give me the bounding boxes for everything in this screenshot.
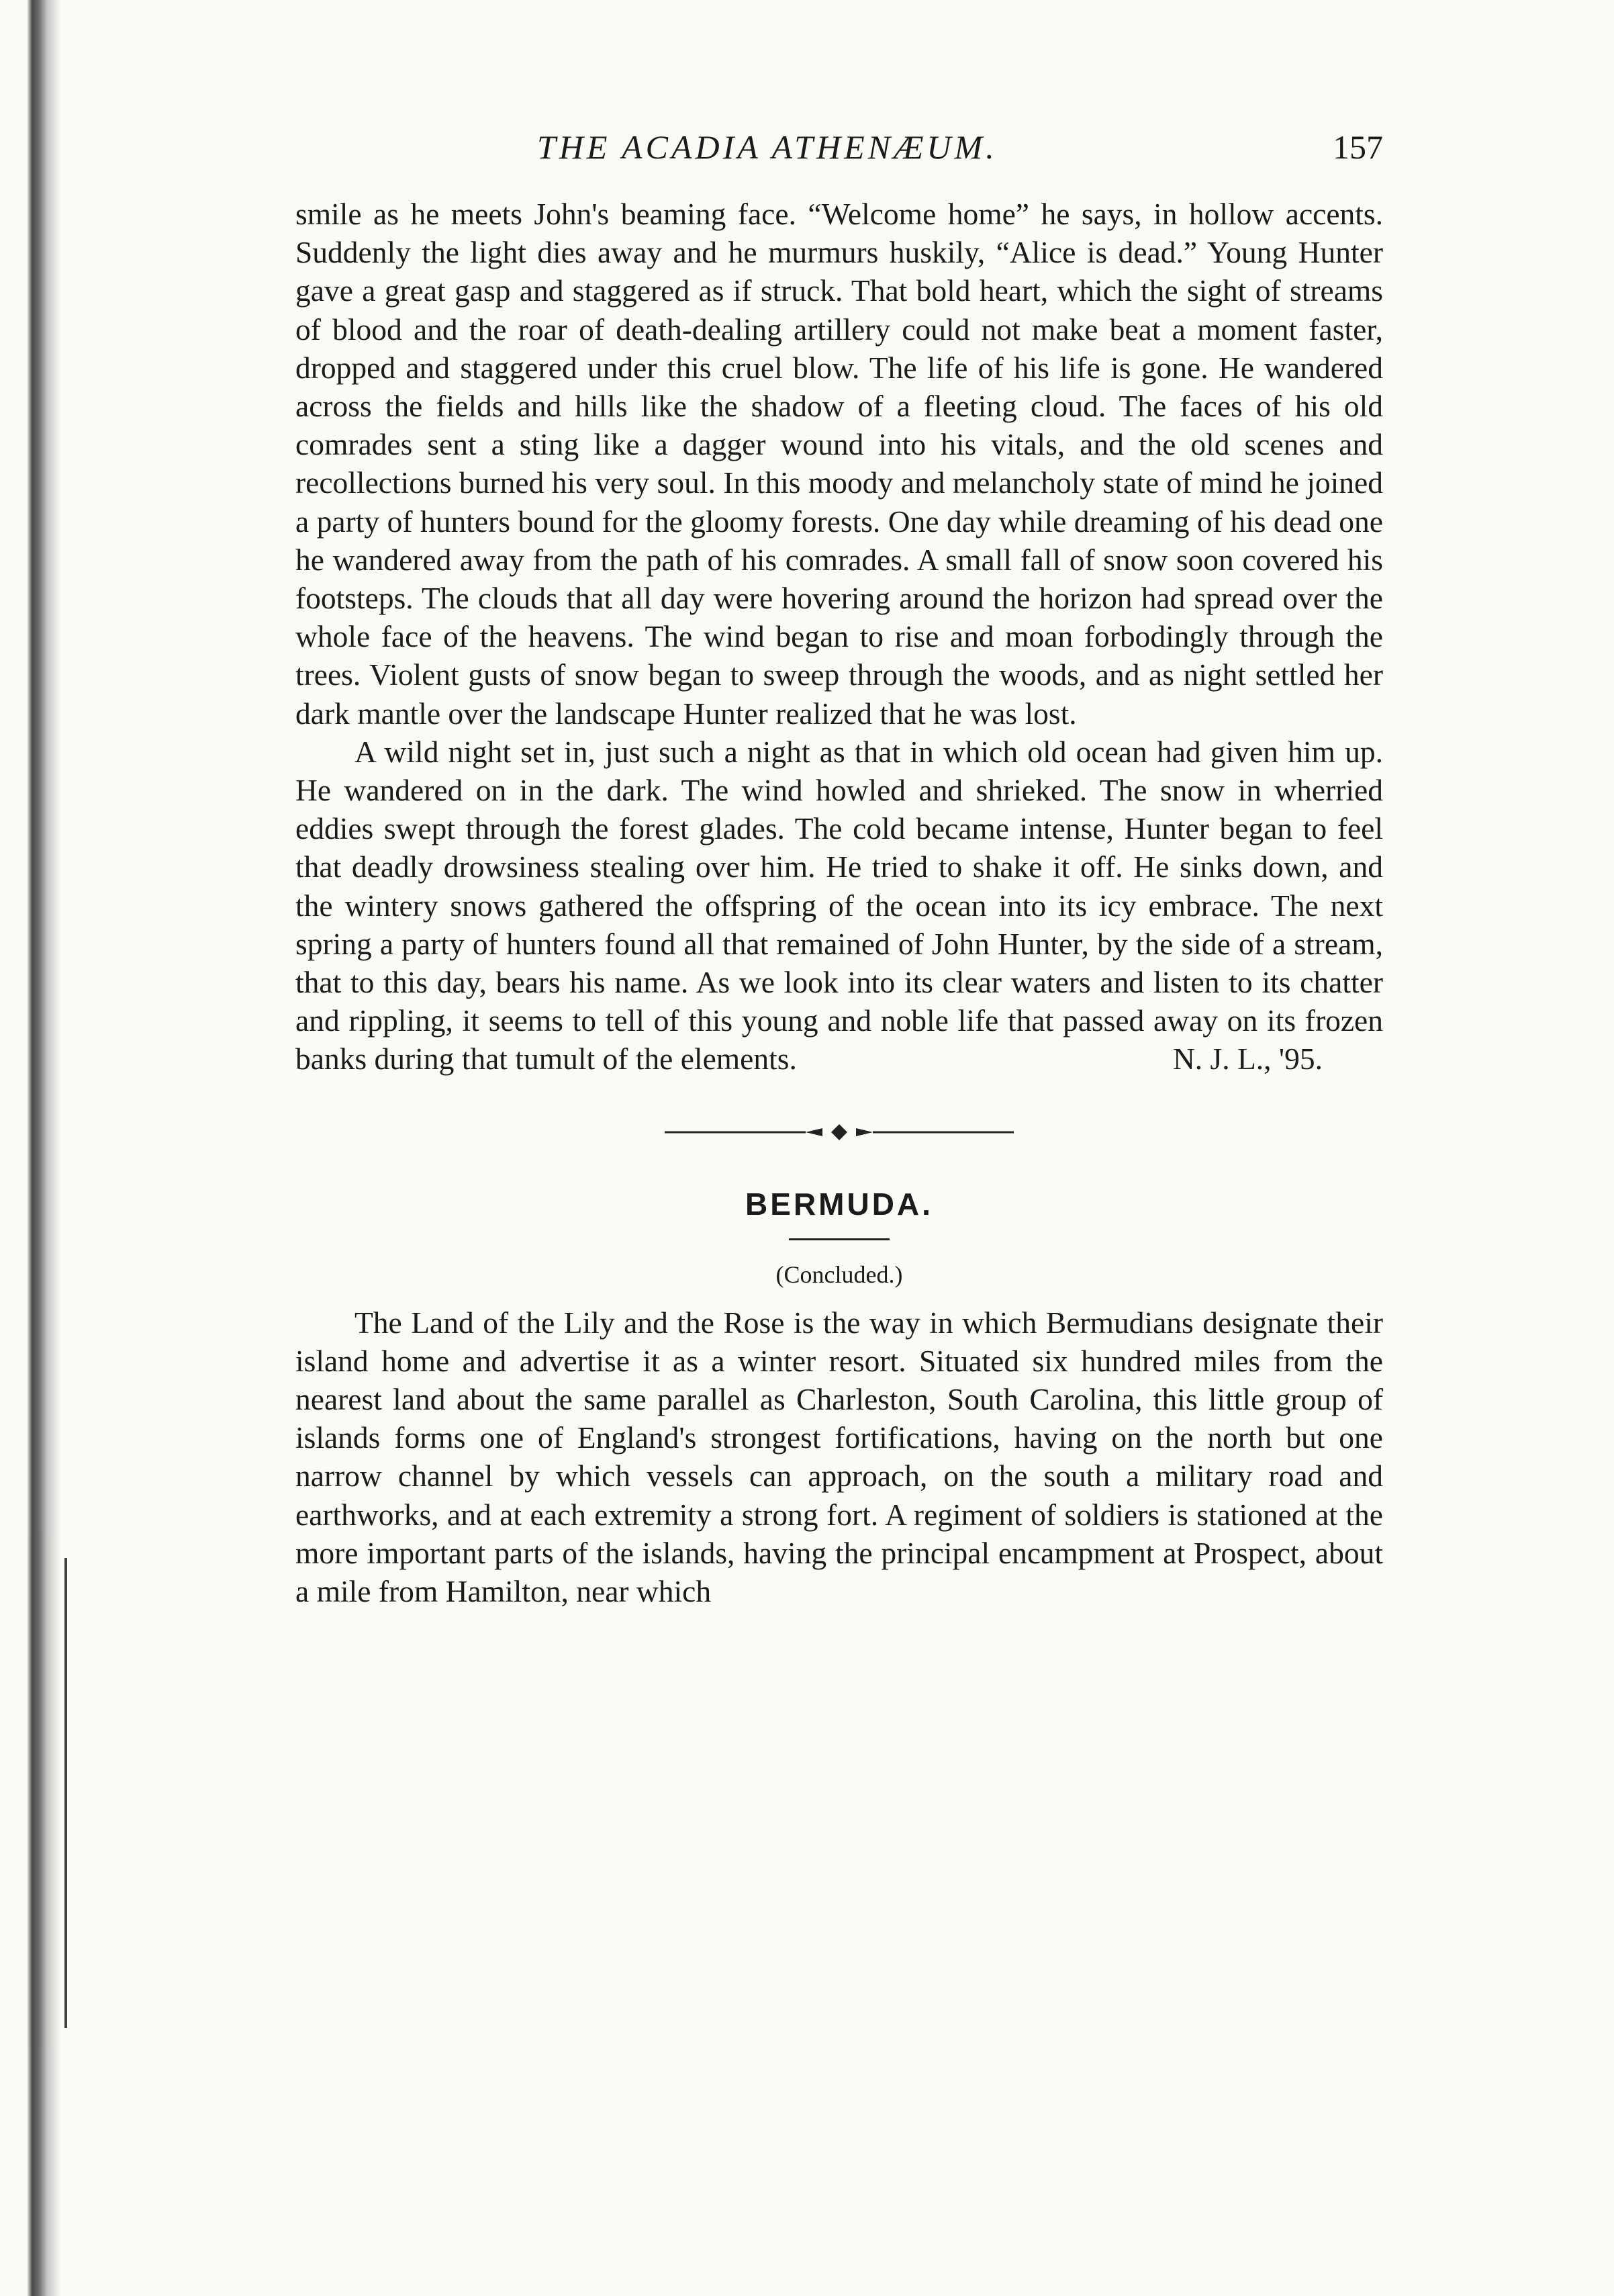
binding-edge [0,0,81,2296]
page-header [295,128,1383,195]
story-paragraph-2 [295,733,1383,1078]
story-paragraph-2-text: A wild night set in, just such a night as that in which old ocean had given him up. He wandered on in the dark. The wind howled and shrieked. The snow in wherried eddies swept through the forest glades. The cold became intense, Hunter began to feel that deadly drowsiness stealing over him. He tried to shake it off. He sinks down, and the wintery snows gathered the offspring of the ocean into its icy embrace. The next spring a party of hunters found all that remained of John Hunter, by the side of a stream, that to this day, bears his name. As we look into its clear waters and listen to its chatter and rippling, it seems to tell of this young and noble life that passed away on its frozen banks during that tumult of the elements. [295,734,1383,1076]
bermuda-paragraph-1: The Land of the Lily and the Rose is the way in which Bermudians designate their island home and advertise it as a winter resort. Situated six hundred miles from the nearest land about the same parallel as Charleston, South Carolina, this little group of islands forms one of England's strongest fortifications, having on the north but one narrow channel by which vessels can approach, on the south a military road and earthworks, and at each extremity a strong fort. A regiment of soldiers is stationed at the more important parts of the islands, having the principal encampment at Prospect, about a mile from Hamilton, near which [295,1305,1383,1609]
author-signature: N. J. L., '95. [1172,1042,1323,1076]
ornamental-rule-icon [665,1119,1014,1146]
page-number: 157 [1333,128,1383,166]
section-title: BERMUDA. [745,1186,933,1222]
story-paragraph-1: smile as he meets John's beaming face. “Welcome home” he says, in hollow accents. Suddenly the light dies away and he murmurs huskily, “Alice is dead.” Young Hunter gave a great gasp and staggered as if struck. That bold heart, which the sight of streams of blood and the roar of death-dealing artillery could not make beat a moment faster, dropped and staggered under this cruel blow. The life of his life is gone. He wandered across the fields and hills like the shadow of a fleeting cloud. The faces of his old comrades sent a sting like a dagger wound into his vitals, and the old scenes and recollections burned his very soul. In this moody and melancholy state of mind he joined a party of hunters bound for the gloomy forests. One day while dreaming of his dead one he wandered away from the path of his comrades. A small fall of snow soon covered his footsteps. The clouds that all day were hovering around the horizon had spread over the whole face of the heavens. The wind began to rise and moan forbodingly through the trees. Violent gusts of snow began to sweep through the woods, and as night settled her dark mantle over the landscape Hunter realized that he was lost. [295,197,1383,731]
page [295,128,1383,1610]
section-subtitle: (Concluded.) [775,1260,903,1288]
running-title: THE ACADIA ATHENÆUM. [537,128,998,166]
title-rule [789,1238,890,1240]
